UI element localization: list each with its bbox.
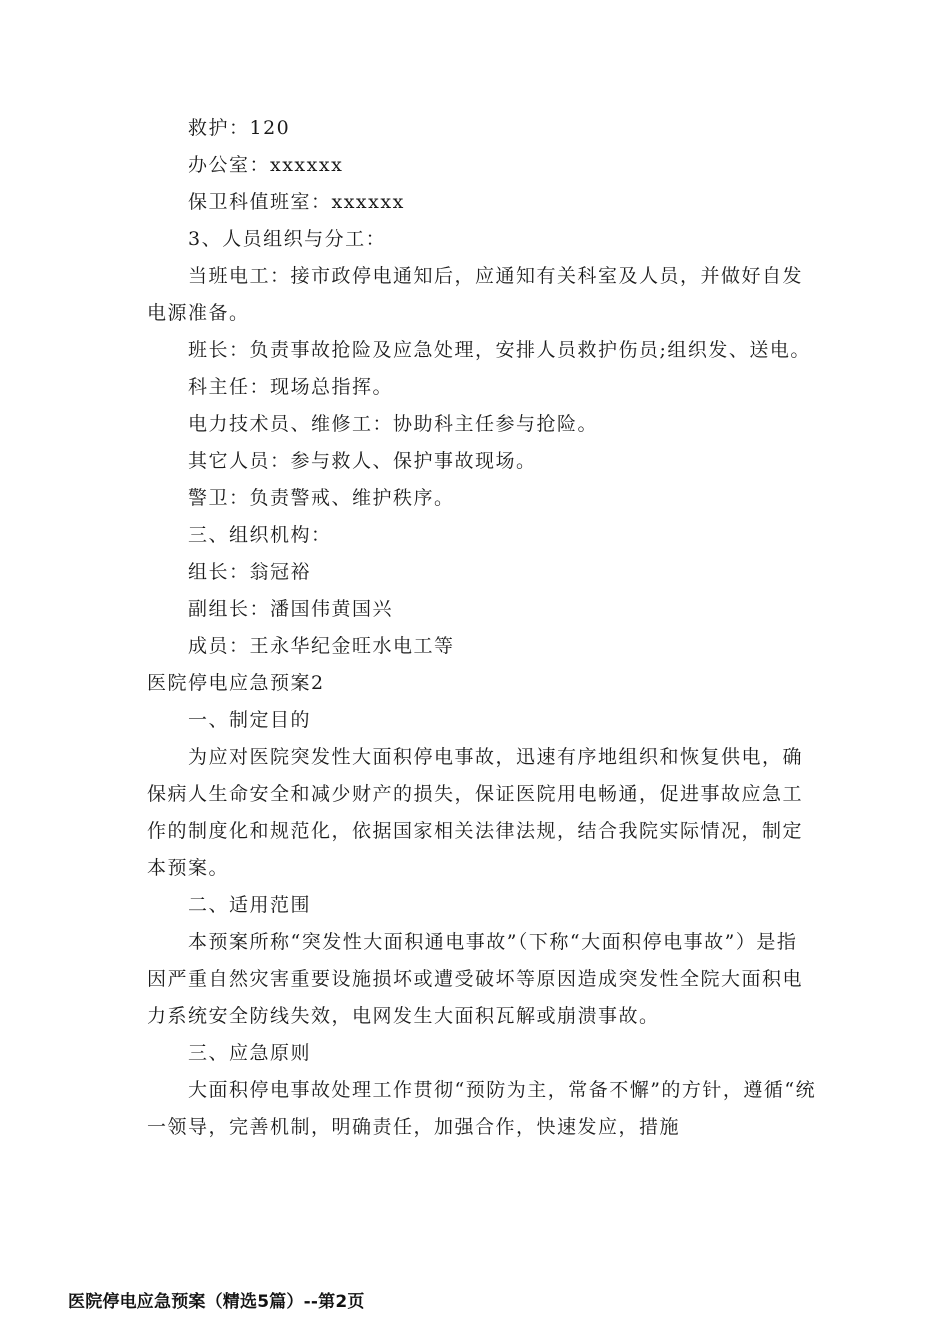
paragraph-technicians: 电力技术员、维修工：协助科主任参与抢险。 xyxy=(188,413,599,435)
paragraph-guards: 警卫：负责警戒、维护秩序。 xyxy=(188,487,455,509)
document-title-plan-2: 医院停电应急预案2 xyxy=(147,672,325,694)
paragraph-scope: 本预案所称“突发性大面积通电事故”（下称“大面积停电事故”）是指因严重自然灾害重要设施损坏或遭受破坏等原因造成突发性全院大面积电力系统安全防线失效，电网发生大面积瓦解或崩溃事故。 xyxy=(147,931,804,1027)
paragraph-members: 成员：王永华纪金旺水电工等 xyxy=(188,635,455,657)
paragraph-ambulance: 救护：120 xyxy=(188,117,291,139)
paragraph-deputy-leader: 副组长：潘国伟黄国兴 xyxy=(188,598,394,620)
page-footer: 医院停电应急预案（精选5篇）--第2页 xyxy=(68,1292,365,1312)
paragraph-security-duty-room: 保卫科值班室：xxxxxx xyxy=(188,191,405,213)
section-heading-scope: 二、适用范围 xyxy=(188,894,312,916)
section-heading-purpose: 一、制定目的 xyxy=(188,709,312,731)
paragraph-department-director: 科主任：现场总指挥。 xyxy=(188,376,394,398)
paragraph-purpose: 为应对医院突发性大面积停电事故，迅速有序地组织和恢复供电，确保病人生命安全和减少财产的损失，保证医院用电畅通，促进事故应急工作的制度化和规范化，依据国家相关法律法规，结合我院实际情况，制定本预案。 xyxy=(147,746,804,879)
paragraph-staff-organization-heading: 3、人员组织与分工： xyxy=(188,228,387,250)
paragraph-group-leader: 组长：翁冠裕 xyxy=(188,561,312,583)
section-heading-principles: 三、应急原则 xyxy=(188,1042,312,1064)
paragraph-team-leader: 班长：负责事故抢险及应急处理，安排人员救护伤员;组织发、送电。 xyxy=(188,339,811,361)
paragraph-principles: 大面积停电事故处理工作贯彻“预防为主，常备不懈”的方针，遵循“统一领导，完善机制，明确责任，加强合作，快速发应，措施 xyxy=(147,1079,817,1138)
document-body xyxy=(147,110,817,1146)
paragraph-other-staff: 其它人员：参与救人、保护事故现场。 xyxy=(188,450,537,472)
paragraph-office: 办公室：xxxxxx xyxy=(188,154,344,176)
paragraph-electrician-on-duty: 当班电工：接市政停电通知后，应通知有关科室及人员，并做好自发电源准备。 xyxy=(147,265,804,324)
section-heading-organization: 三、组织机构： xyxy=(188,524,332,546)
